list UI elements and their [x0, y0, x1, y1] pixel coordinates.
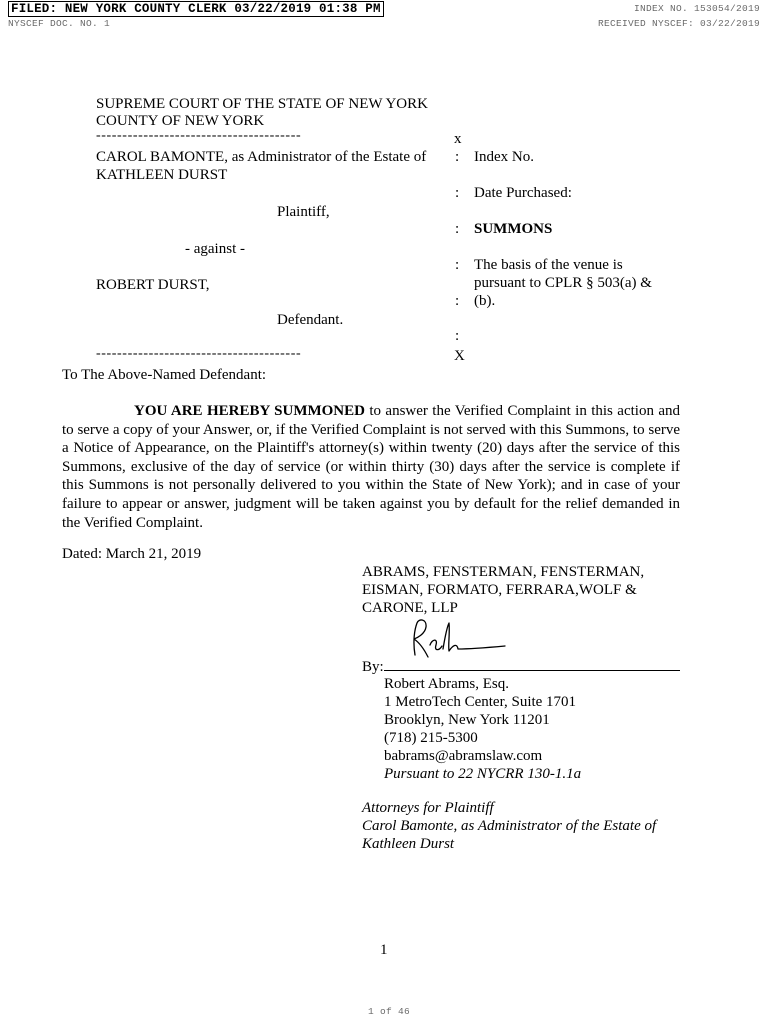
signature-line: [384, 670, 680, 671]
venue-line-3: (b).: [474, 293, 496, 309]
caption-colon: :: [455, 257, 460, 273]
firm-name-line1: ABRAMS, FENSTERMAN, FENSTERMAN,: [362, 564, 645, 580]
handwritten-signature: [405, 615, 515, 665]
firm-name-line2: EISMAN, FORMATO, FERRARA,WOLF &: [362, 582, 637, 598]
plaintiff-name-line1: CAROL BAMONTE, as Administrator of the Estate of: [96, 149, 427, 165]
address-line2: Brooklyn, New York 11201: [384, 712, 550, 728]
date-purchased-label: Date Purchased:: [474, 185, 572, 201]
caption-colon: :: [455, 328, 460, 344]
caption-top-rule-end: x: [454, 131, 462, 147]
plaintiff-role: Plaintiff,: [277, 204, 330, 220]
venue-line-1: The basis of the venue is: [474, 257, 623, 273]
against-label: - against -: [185, 241, 245, 257]
caption-colon: :: [455, 149, 460, 165]
attorney-name: Robert Abrams, Esq.: [384, 676, 509, 692]
summons-paragraph: [62, 402, 680, 532]
page-of-count: 1 of 46: [368, 1006, 411, 1017]
page-number: 1: [380, 942, 388, 958]
caption-bottom-rule-end: X: [454, 348, 465, 364]
phone-number: (718) 215-5300: [384, 730, 478, 746]
doc-number-stamp: NYSCEF DOC. NO. 1: [8, 18, 111, 29]
caption-colon: :: [455, 185, 460, 201]
firm-name-line3: CARONE, LLP: [362, 600, 458, 616]
defendant-name: ROBERT DURST,: [96, 277, 210, 293]
defendant-role: Defendant.: [277, 312, 344, 328]
summons-paragraph-text: to answer the Verified Complaint in this action and to serve a copy of your Answer, or, if the Verified Complaint is not served with this Summons, to serve a Notice of Appearance, on the Plaintiff's attorney(s) within twenty (20) days after the service of this Summons, exclusive of the day of service (or within thirty (30) days after the service is complete if this Summons is not personally delivered to you within the State of New York); and in case of your failure to appear or answer, judgment will be taken against you by default for the relief demanded in the Verified Complaint.: [62, 403, 680, 531]
index-no-label: Index No.: [474, 149, 534, 165]
address-line1: 1 MetroTech Center, Suite 1701: [384, 694, 577, 710]
venue-line-2: pursuant to CPLR § 503(a) &: [474, 275, 652, 291]
caption-top-rule: ---------------------------------------: [96, 128, 302, 143]
caption-colon: :: [455, 293, 460, 309]
dated-line: Dated: March 21, 2019: [62, 546, 202, 562]
filed-stamp: FILED: NEW YORK COUNTY CLERK 03/22/2019 01:38 PM: [8, 2, 384, 16]
caption-colon: :: [455, 221, 460, 237]
index-number-stamp: INDEX NO. 153054/2019: [633, 3, 760, 14]
addressee-line: To The Above-Named Defendant:: [62, 367, 267, 383]
plaintiff-name-line2: KATHLEEN DURST: [96, 167, 228, 183]
by-label: By:: [362, 659, 384, 675]
summons-title: SUMMONS: [474, 221, 553, 237]
email-address: babrams@abramslaw.com: [384, 748, 543, 764]
client-line1: Carol Bamonte, as Administrator of the Estate of: [362, 818, 657, 834]
attorneys-for-label: Attorneys for Plaintiff: [362, 800, 494, 816]
nycrr-rule: Pursuant to 22 NYCRR 130-1.1a: [384, 766, 582, 782]
client-line2: Kathleen Durst: [362, 836, 455, 852]
court-county: COUNTY OF NEW YORK: [96, 113, 265, 129]
summoned-phrase: YOU ARE HEREBY SUMMONED: [134, 403, 365, 419]
caption-bottom-rule: ---------------------------------------: [96, 346, 302, 361]
court-name: SUPREME COURT OF THE STATE OF NEW YORK: [96, 96, 428, 112]
received-stamp: RECEIVED NYSCEF: 03/22/2019: [597, 18, 760, 29]
